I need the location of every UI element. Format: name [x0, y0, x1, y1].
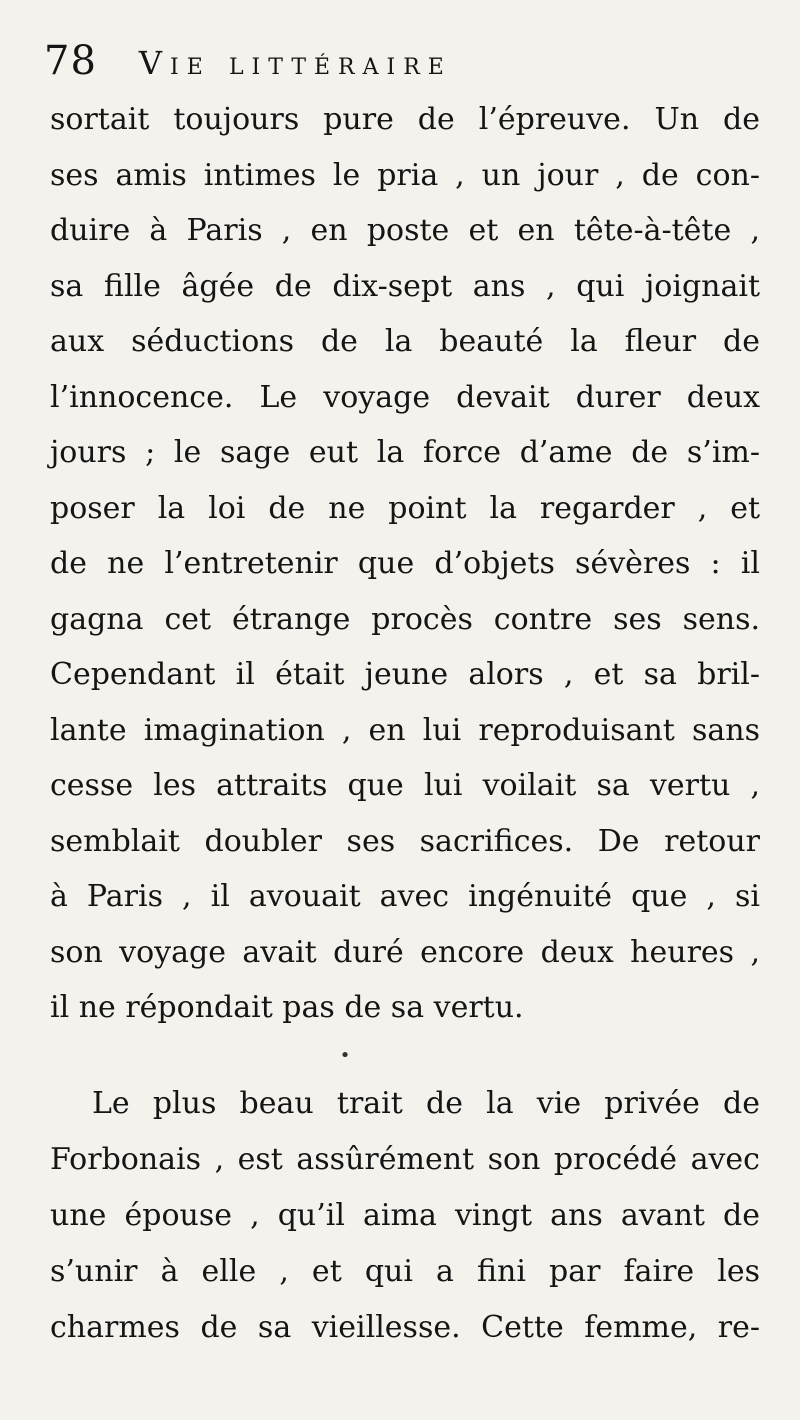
text-line: sa fille âgée de dix-sept ans , qui joignait: [50, 268, 760, 304]
text-line: Cependant il était jeune alors , et sa bril-: [50, 657, 760, 692]
paragraph-2: [50, 1076, 760, 1356]
text-line: gagna cet étrange procès contre ses sens.: [50, 601, 760, 637]
text-line: ses amis intimes le pria , un jour , de con-: [50, 157, 760, 193]
text-line: une épouse , qu’il aima vingt ans avant de: [50, 1197, 760, 1233]
text-line: sortait toujours pure de l’épreuve. Un de: [50, 102, 760, 137]
text-line: Forbonais , est assûrément son procédé avec: [50, 1141, 760, 1177]
text-line: son voyage avait duré encore deux heures ,: [50, 934, 760, 970]
text-line: de ne l’entretenir que d’objets sévères : il: [50, 546, 760, 581]
text-line: duire à Paris , en poste et en tête-à-tête ,: [50, 213, 760, 248]
text-line: aux séductions de la beauté la fleur de: [50, 324, 760, 359]
text-line: cesse les attraits que lui voilait sa vertu ,: [50, 768, 760, 803]
text-line: il ne répondait pas de sa vertu.: [50, 990, 524, 1025]
text-line: semblait doubler ses sacrifices. De retour: [50, 823, 760, 859]
text-line: lante imagination , en lui reproduisant sans: [50, 712, 760, 748]
text-line: à Paris , il avouait avec ingénuité que , si: [50, 879, 760, 914]
section-ornament: •: [339, 1044, 351, 1066]
paragraph-1: [50, 92, 760, 1036]
text-line: poser la loi de ne point la regarder , et: [50, 490, 760, 526]
page-number: 78: [44, 38, 97, 84]
running-head: [44, 38, 760, 88]
text-line: s’unir à elle , et qui a fini par faire les: [50, 1253, 760, 1289]
text-line: l’innocence. Le voyage devait durer deux: [50, 379, 760, 415]
running-title: Vie littéraire: [138, 44, 452, 82]
text-line: Le plus beau trait de la vie privée de: [92, 1085, 760, 1121]
text-line: jours ; le sage eut la force d’ame de s’im-: [50, 435, 760, 470]
text-line: charmes de sa vieillesse. Cette femme, re-: [50, 1309, 760, 1345]
